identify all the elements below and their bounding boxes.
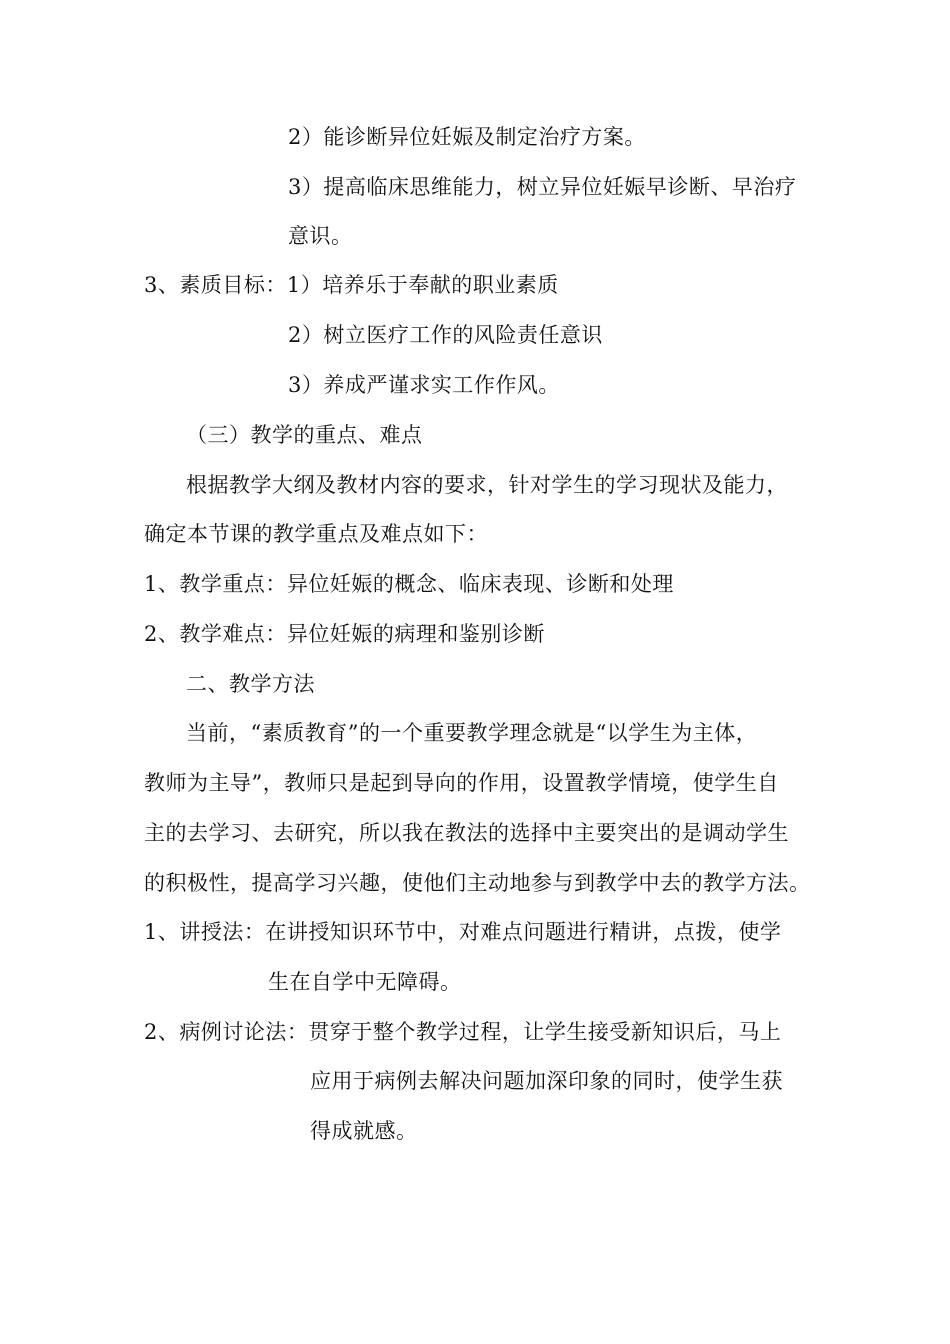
- text-line: 3）养成严谨求实工作作风。: [288, 373, 560, 397]
- text-line: 意识。: [288, 224, 353, 248]
- text-line: 2）能诊断异位妊娠及制定治疗方案。: [288, 125, 646, 149]
- text-line: 3、素质目标：1）培养乐于奉献的职业素质: [144, 273, 559, 297]
- text-line: 3）提高临床思维能力，树立异位妊娠早诊断、早治疗: [288, 175, 797, 199]
- text-line: 1、教学重点：异位妊娠的概念、临床表现、诊断和处理: [144, 572, 674, 596]
- text-line: 2、病例讨论法：贯穿于整个教学过程，让学生接受新知识后，马上: [144, 1020, 782, 1044]
- text-line: 2、教学难点：异位妊娠的病理和鉴别诊断: [144, 622, 545, 646]
- text-line: 生在自学中无障碍。: [268, 970, 462, 994]
- text-line: 确定本节课的教学重点及难点如下：: [144, 522, 488, 546]
- text-line: 的积极性，提高学习兴趣，使他们主动地参与到教学中去的教学方法。: [144, 871, 811, 895]
- text-line: 2）树立医疗工作的风险责任意识: [288, 323, 603, 347]
- text-line: 当前，“素质教育”的一个重要教学理念就是“以学生为主体，: [186, 721, 758, 745]
- section-heading: 二、教学方法: [186, 672, 315, 696]
- text-line: 教师为主导”，教师只是起到导向的作用，设置教学情境，使学生自: [144, 771, 779, 795]
- text-line: 1、讲授法：在讲授知识环节中，对难点问题进行精讲，点拨，使学: [144, 920, 782, 944]
- text-line: 得成就感。: [310, 1119, 418, 1143]
- text-line: 应用于病例去解决问题加深印象的同时，使学生获: [310, 1069, 783, 1093]
- section-heading: （三）教学的重点、难点: [186, 423, 423, 447]
- text-line: 根据教学大纲及教材内容的要求，针对学生的学习现状及能力，: [186, 473, 788, 497]
- text-line: 主的去学习、去研究，所以我在教法的选择中主要突出的是调动学生: [144, 821, 789, 845]
